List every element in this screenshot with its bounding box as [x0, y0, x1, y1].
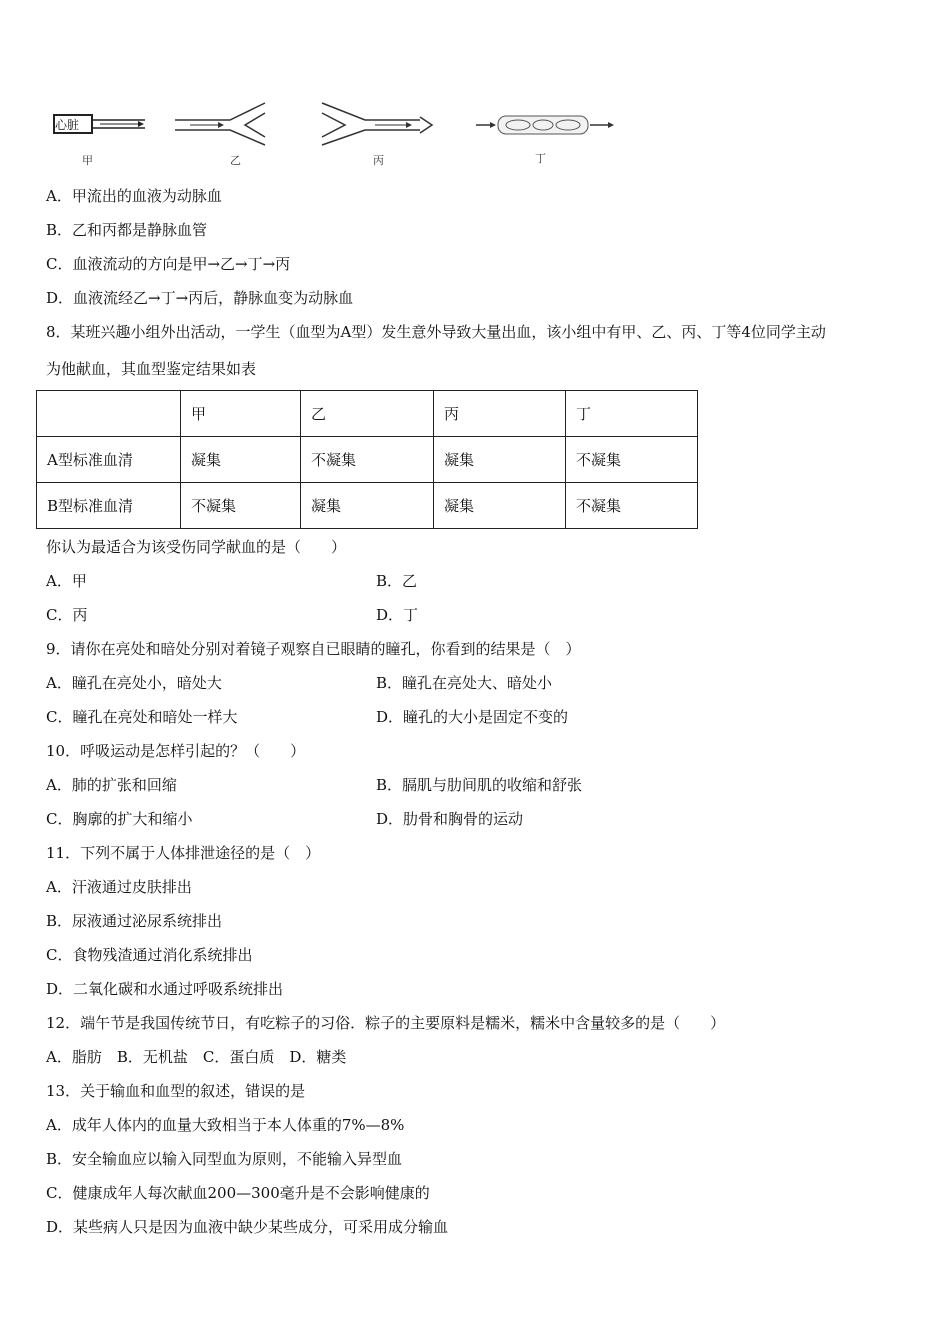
- q12-stem: 12．端午节是我国传统节日，有吃粽子的习俗．粽子的主要原料是糯米，糯米中含量较多的是（ ）: [46, 1014, 726, 1032]
- q9-option-d: D．瞳孔的大小是固定不变的: [376, 708, 569, 726]
- q11-option-a: A．汗液通过皮肤排出: [46, 878, 192, 896]
- q11-option-d: D．二氧化碳和水通过呼吸系统排出: [46, 980, 284, 998]
- table-header-row: [37, 391, 698, 437]
- table-cell: B型标准血清: [37, 483, 181, 529]
- vessel-ding: [476, 116, 614, 134]
- q13-option-b: B．安全输血应以输入同型血为原则，不能输入异型血: [46, 1150, 403, 1168]
- q10-option-a: A．肺的扩张和回缩: [46, 776, 177, 794]
- q8-question: 你认为最适合为该受伤同学献血的是（ ）: [46, 538, 347, 556]
- q13-option-c: C．健康成年人每次献血200—300毫升是不会影响健康的: [46, 1184, 430, 1202]
- table-row: [37, 483, 698, 529]
- table-header-cell: 丁: [566, 391, 698, 437]
- table-header-cell: 丙: [434, 391, 566, 437]
- q7-option-b: B．乙和丙都是静脉血管: [46, 221, 208, 239]
- blood-vessel-figure: [40, 95, 640, 170]
- vessel-bing: [322, 103, 432, 145]
- q8-option-c: C．丙: [46, 606, 88, 624]
- q9-stem: 9．请你在亮处和暗处分别对着镜子观察自已眼睛的瞳孔，你看到的结果是（ ）: [46, 640, 581, 658]
- table-cell: 不凝集: [301, 437, 434, 483]
- figure-label-ding: 丁: [535, 152, 546, 165]
- vessel-yi: [175, 103, 265, 145]
- q8-stem-line2: 为他献血，其血型鉴定结果如表: [46, 360, 257, 378]
- q13-option-a: A．成年人体内的血量大致相当于本人体重的7%—8%: [46, 1116, 405, 1134]
- q8-option-b: B．乙: [376, 572, 418, 590]
- q7-option-c: C．血液流动的方向是甲→乙→丁→丙: [46, 255, 291, 273]
- q13-stem: 13．关于输血和血型的叙述，错误的是: [46, 1082, 306, 1100]
- q9-option-b: B．瞳孔在亮处大、暗处小: [376, 674, 553, 692]
- table-cell: 不凝集: [566, 483, 698, 529]
- q9-option-a: A．瞳孔在亮处小，暗处大: [46, 674, 222, 692]
- q11-option-c: C．食物残渣通过消化系统排出: [46, 946, 253, 964]
- table-header-cell: [37, 391, 181, 437]
- table-header-cell: 甲: [181, 391, 301, 437]
- figure-label-jia: 甲: [82, 154, 93, 167]
- table-cell: 凝集: [434, 483, 566, 529]
- table-row: [37, 437, 698, 483]
- blood-type-table: [36, 390, 698, 529]
- q7-option-a: A．甲流出的血液为动脉血: [46, 187, 222, 205]
- table-cell: 不凝集: [566, 437, 698, 483]
- q11-stem: 11．下列不属于人体排泄途径的是（ ）: [46, 844, 321, 862]
- table-cell: A型标准血清: [37, 437, 181, 483]
- table-cell: 凝集: [434, 437, 566, 483]
- q10-stem: 10．呼吸运动是怎样引起的？（ ）: [46, 742, 306, 760]
- vessel-jia: [54, 115, 145, 133]
- q8-option-d: D．丁: [376, 606, 419, 624]
- table-header-cell: 乙: [301, 391, 434, 437]
- table-cell: 不凝集: [181, 483, 301, 529]
- q11-option-b: B．尿液通过泌尿系统排出: [46, 912, 223, 930]
- figure-label-bing: 丙: [373, 154, 384, 167]
- q8-stem-line1: 8．某班兴趣小组外出活动，一学生（血型为A型）发生意外导致大量出血，该小组中有甲、乙、丙、丁等4位同学主动: [46, 323, 826, 341]
- q10-option-d: D．肋骨和胸骨的运动: [376, 810, 524, 828]
- q7-option-d: D．血液流经乙→丁→丙后，静脉血变为动脉血: [46, 289, 354, 307]
- q12-options: A．脂肪 B．无机盐 C．蛋白质 D．糖类: [46, 1048, 347, 1066]
- q8-option-a: A．甲: [46, 572, 87, 590]
- table-cell: 凝集: [181, 437, 301, 483]
- q10-option-c: C．胸廓的扩大和缩小: [46, 810, 193, 828]
- figure-label-yi: 乙: [230, 154, 241, 167]
- table-cell: 凝集: [301, 483, 434, 529]
- heart-label: 心脏: [55, 118, 80, 132]
- q13-option-d: D．某些病人只是因为血液中缺少某些成分，可采用成分输血: [46, 1218, 449, 1236]
- q10-option-b: B．膈肌与肋间肌的收缩和舒张: [376, 776, 583, 794]
- q9-option-c: C．瞳孔在亮处和暗处一样大: [46, 708, 238, 726]
